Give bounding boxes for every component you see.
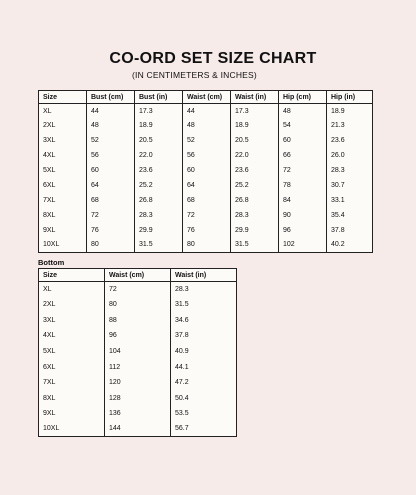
table-cell: 72 <box>183 208 231 223</box>
column-header: Waist (cm) <box>105 269 171 282</box>
table-cell: 40.9 <box>171 344 237 360</box>
table-cell: 56 <box>87 148 135 163</box>
table-cell: 52 <box>183 133 231 148</box>
table-cell: 5XL <box>39 344 105 360</box>
table-cell: 20.5 <box>231 133 279 148</box>
table-cell: 44 <box>183 104 231 119</box>
table-cell: 66 <box>279 148 327 163</box>
table-cell: 90 <box>279 208 327 223</box>
table-cell: 60 <box>279 133 327 148</box>
table-cell: 10XL <box>39 421 105 437</box>
table-cell: 48 <box>279 104 327 119</box>
table-cell: 76 <box>183 223 231 238</box>
table-cell: XL <box>39 282 105 298</box>
table-cell: 10XL <box>39 238 87 253</box>
table-cell: 128 <box>105 390 171 406</box>
column-header: Hip (cm) <box>279 91 327 104</box>
table-cell: 112 <box>105 359 171 375</box>
column-header: Size <box>39 269 105 282</box>
table-cell: 29.9 <box>135 223 183 238</box>
table-cell: 48 <box>87 118 135 133</box>
table-cell: 17.3 <box>231 104 279 119</box>
page-subtitle: (IN CENTIMETERS & INCHES) <box>132 70 257 80</box>
table-cell: 80 <box>183 238 231 253</box>
table-cell: 25.2 <box>231 178 279 193</box>
table-cell: 120 <box>105 375 171 391</box>
table-cell: 53.5 <box>171 406 237 422</box>
table-cell: 56 <box>183 148 231 163</box>
table-row <box>39 208 373 223</box>
table-cell: 64 <box>87 178 135 193</box>
table-cell: 6XL <box>39 359 105 375</box>
table-cell: 28.3 <box>231 208 279 223</box>
table-cell: 34.6 <box>171 313 237 329</box>
table-cell: 28.3 <box>171 282 237 298</box>
table-cell: 52 <box>87 133 135 148</box>
table-cell: 23.6 <box>327 133 373 148</box>
column-header: Bust (in) <box>135 91 183 104</box>
table-cell: 60 <box>183 163 231 178</box>
table-row <box>39 133 373 148</box>
table-row <box>39 193 373 208</box>
table-cell: 23.6 <box>231 163 279 178</box>
table-cell: 54 <box>279 118 327 133</box>
table-cell: 96 <box>105 328 171 344</box>
table-cell: 68 <box>183 193 231 208</box>
table-cell: 22.0 <box>135 148 183 163</box>
table-cell: 18.9 <box>231 118 279 133</box>
co-ord-size-table <box>38 90 373 253</box>
table-row <box>39 163 373 178</box>
table-header-row <box>39 91 373 104</box>
table-cell: 3XL <box>39 133 87 148</box>
table-cell: 48 <box>183 118 231 133</box>
table-row <box>39 118 373 133</box>
table-row <box>39 282 237 298</box>
page-title: CO-ORD SET SIZE CHART <box>109 50 317 67</box>
table-row <box>39 344 237 360</box>
table-cell: 84 <box>279 193 327 208</box>
table-cell: 22.0 <box>231 148 279 163</box>
table-cell: 80 <box>105 297 171 313</box>
table-row <box>39 359 237 375</box>
table-row <box>39 297 237 313</box>
table-row <box>39 178 373 193</box>
table-cell: 30.7 <box>327 178 373 193</box>
table-cell: 7XL <box>39 375 105 391</box>
table-cell: 35.4 <box>327 208 373 223</box>
table-row <box>39 223 373 238</box>
column-header: Waist (in) <box>171 269 237 282</box>
table-cell: 64 <box>183 178 231 193</box>
table-cell: 72 <box>279 163 327 178</box>
table-cell: 26.0 <box>327 148 373 163</box>
table-cell: 68 <box>87 193 135 208</box>
column-header: Bust (cm) <box>87 91 135 104</box>
table-cell: 47.2 <box>171 375 237 391</box>
table-cell: 44.1 <box>171 359 237 375</box>
table-row <box>39 238 373 253</box>
table-header-row <box>39 269 237 282</box>
table-cell: 21.3 <box>327 118 373 133</box>
table-cell: 7XL <box>39 193 87 208</box>
table-row <box>39 406 237 422</box>
table-cell: 3XL <box>39 313 105 329</box>
table-cell: 72 <box>105 282 171 298</box>
table-cell: 72 <box>87 208 135 223</box>
table-cell: 6XL <box>39 178 87 193</box>
table-cell: 28.3 <box>327 163 373 178</box>
table-cell: 31.5 <box>231 238 279 253</box>
table-cell: 9XL <box>39 223 87 238</box>
table-cell: 78 <box>279 178 327 193</box>
table-cell: 23.6 <box>135 163 183 178</box>
table-cell: 80 <box>87 238 135 253</box>
table-cell: 102 <box>279 238 327 253</box>
table-cell: 37.8 <box>327 223 373 238</box>
table-cell: 56.7 <box>171 421 237 437</box>
table-cell: 20.5 <box>135 133 183 148</box>
column-header: Size <box>39 91 87 104</box>
table-cell: 33.1 <box>327 193 373 208</box>
table-cell: 2XL <box>39 297 105 313</box>
table-cell: 60 <box>87 163 135 178</box>
table-cell: 17.3 <box>135 104 183 119</box>
table-cell: 4XL <box>39 328 105 344</box>
bottom-section-label: Bottom <box>38 258 65 267</box>
table-row <box>39 375 237 391</box>
table-cell: 26.8 <box>231 193 279 208</box>
column-header: Hip (in) <box>327 91 373 104</box>
table-cell: XL <box>39 104 87 119</box>
table-row <box>39 104 373 119</box>
table-cell: 31.5 <box>171 297 237 313</box>
table-cell: 50.4 <box>171 390 237 406</box>
table-cell: 96 <box>279 223 327 238</box>
bottom-size-table <box>38 268 237 437</box>
table-cell: 25.2 <box>135 178 183 193</box>
table-cell: 5XL <box>39 163 87 178</box>
table-cell: 8XL <box>39 390 105 406</box>
table-cell: 144 <box>105 421 171 437</box>
table-row <box>39 421 237 437</box>
column-header: Waist (in) <box>231 91 279 104</box>
table-cell: 31.5 <box>135 238 183 253</box>
table-cell: 40.2 <box>327 238 373 253</box>
table-cell: 136 <box>105 406 171 422</box>
table-cell: 8XL <box>39 208 87 223</box>
column-header: Waist (cm) <box>183 91 231 104</box>
table-cell: 18.9 <box>135 118 183 133</box>
table-row <box>39 328 237 344</box>
table-row <box>39 313 237 329</box>
table-cell: 4XL <box>39 148 87 163</box>
table-cell: 2XL <box>39 118 87 133</box>
table-cell: 76 <box>87 223 135 238</box>
table-cell: 18.9 <box>327 104 373 119</box>
table-cell: 28.3 <box>135 208 183 223</box>
table-cell: 88 <box>105 313 171 329</box>
table-cell: 26.8 <box>135 193 183 208</box>
table-row <box>39 148 373 163</box>
table-cell: 44 <box>87 104 135 119</box>
table-cell: 37.8 <box>171 328 237 344</box>
table-cell: 9XL <box>39 406 105 422</box>
table-cell: 104 <box>105 344 171 360</box>
table-row <box>39 390 237 406</box>
table-cell: 29.9 <box>231 223 279 238</box>
